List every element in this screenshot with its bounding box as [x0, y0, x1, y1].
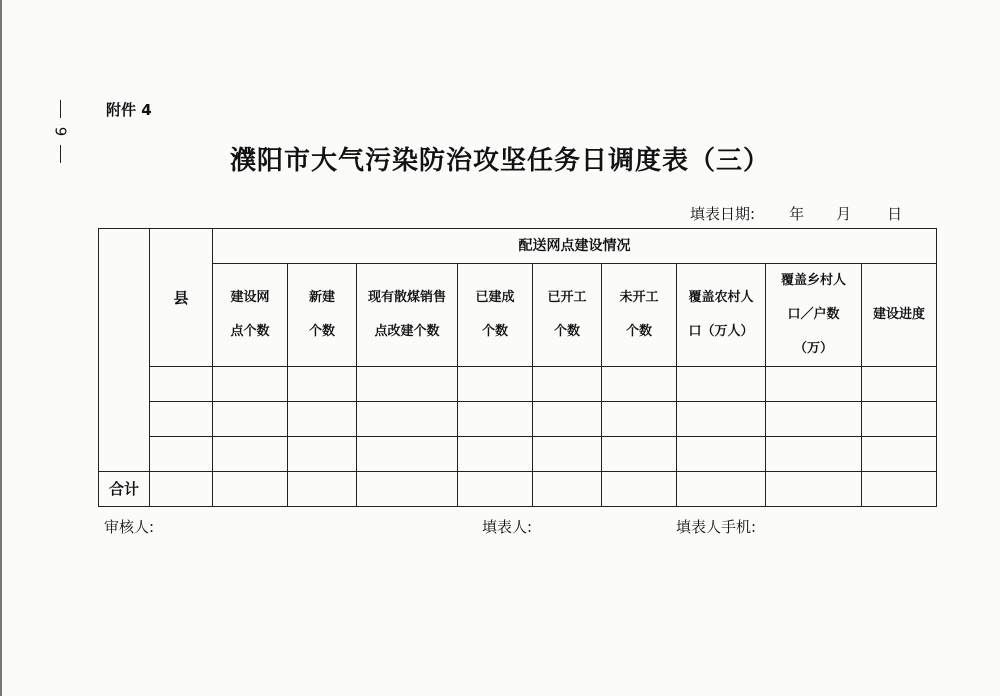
table-cell[interactable] — [533, 402, 602, 437]
fill-date-year: 年 — [789, 205, 805, 223]
table-column-header-row — [99, 264, 937, 367]
column-header-progress: 建设进度 — [862, 264, 937, 367]
column-header-not-started: 未开工 个数 — [602, 264, 677, 367]
column-header-completed: 已建成 个数 — [458, 264, 533, 367]
fill-date — [690, 203, 902, 224]
table-cell[interactable] — [862, 402, 937, 437]
table-cell[interactable] — [862, 367, 937, 402]
table-cell[interactable] — [458, 472, 533, 507]
table-cell[interactable] — [357, 367, 458, 402]
table-cell[interactable] — [357, 437, 458, 472]
table-cell[interactable] — [150, 402, 213, 437]
column-header-new-built: 新建 个数 — [288, 264, 357, 367]
table-cell[interactable] — [150, 437, 213, 472]
table-cell[interactable] — [766, 472, 862, 507]
table-cell[interactable] — [602, 472, 677, 507]
table-cell[interactable] — [677, 367, 766, 402]
table-cell[interactable] — [357, 472, 458, 507]
table-cell[interactable] — [213, 437, 288, 472]
table-cell[interactable] — [766, 402, 862, 437]
table-cell[interactable] — [213, 402, 288, 437]
table-cell[interactable] — [213, 367, 288, 402]
table-cell[interactable] — [150, 472, 213, 507]
column-header-village-households: 覆盖乡村人 口／户数 （万） — [766, 264, 862, 367]
column-header-converted-points: 现有散煤销售 点改建个数 — [357, 264, 458, 367]
column-header-rural-population: 覆盖农村人 口（万人） — [677, 264, 766, 367]
table-cell[interactable] — [533, 472, 602, 507]
fill-date-label: 填表日期: — [690, 205, 756, 223]
table-cell[interactable] — [602, 402, 677, 437]
table-cell[interactable] — [357, 402, 458, 437]
table-cell[interactable] — [288, 437, 357, 472]
table-cell[interactable] — [288, 367, 357, 402]
table-total-row — [99, 472, 937, 507]
table-cell[interactable] — [150, 367, 213, 402]
dispatch-table — [98, 228, 937, 507]
county-header: 县 — [150, 229, 213, 367]
table-cell[interactable] — [602, 437, 677, 472]
table-cell[interactable] — [862, 472, 937, 507]
table-cell[interactable] — [458, 367, 533, 402]
table-row — [99, 367, 937, 402]
filler-label: 填表人: — [482, 518, 533, 536]
table-group-header-row — [99, 229, 937, 264]
reviewer-label: 审核人: — [104, 518, 155, 536]
fill-date-day: 日 — [887, 205, 903, 223]
table-cell[interactable] — [288, 472, 357, 507]
page-number: 9 — [51, 126, 70, 137]
page-number-dash-top — [60, 100, 61, 118]
filler-phone-label: 填表人手机: — [676, 518, 757, 536]
page-edge — [0, 0, 2, 696]
table-cell[interactable] — [533, 437, 602, 472]
column-header-started: 已开工 个数 — [533, 264, 602, 367]
table-cell[interactable] — [677, 472, 766, 507]
table-row — [99, 437, 937, 472]
table-cell[interactable] — [766, 367, 862, 402]
table-cell[interactable] — [458, 437, 533, 472]
total-label: 合计 — [99, 472, 150, 507]
table-cell[interactable] — [677, 437, 766, 472]
fill-date-month: 月 — [836, 205, 852, 223]
table-cell[interactable] — [862, 437, 937, 472]
table-cell[interactable] — [602, 367, 677, 402]
table-cell[interactable] — [677, 402, 766, 437]
table-cell[interactable] — [533, 367, 602, 402]
group-header: 配送网点建设情况 — [213, 229, 937, 264]
table-cell[interactable] — [213, 472, 288, 507]
attachment-label: 附件 4 — [106, 101, 152, 119]
column-header-network-points: 建设网 点个数 — [213, 264, 288, 367]
blank-row-label-column — [99, 229, 150, 472]
table-cell[interactable] — [458, 402, 533, 437]
table-cell[interactable] — [766, 437, 862, 472]
table-cell[interactable] — [288, 402, 357, 437]
table-row — [99, 402, 937, 437]
document-title: 濮阳市大气污染防治攻坚任务日调度表（三） — [229, 146, 770, 176]
